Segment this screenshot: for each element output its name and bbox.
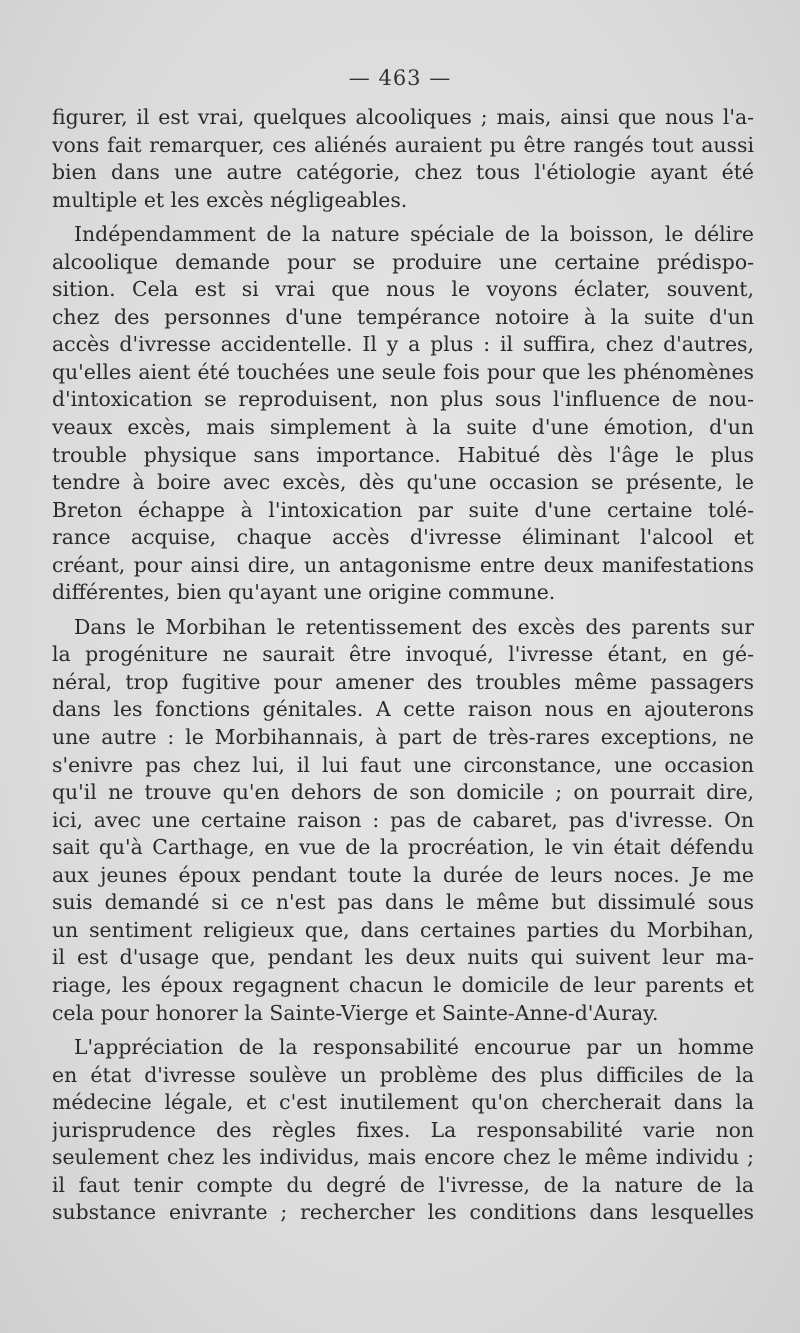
- text-line: substance enivrante ; rechercher les conditions dans lesquelles: [52, 1200, 754, 1225]
- text-line: s'enivre pas chez lui, il lui faut une circonstance, une occasion: [52, 752, 754, 777]
- text-line: en état d'ivresse soulève un problème des plus difficiles de la: [52, 1062, 754, 1087]
- text-line: Dans le Morbihan le retentissement des excès des parents sur: [74, 614, 754, 639]
- text-line: médecine légale, et c'est inutilement qu'on chercherait dans la: [52, 1090, 754, 1115]
- text-line: créant, pour ainsi dire, un antagonisme entre deux manifestations: [52, 552, 754, 577]
- text-line: cela pour honorer la Sainte-Vierge et Sainte-Anne-d'Auray.: [52, 1000, 659, 1025]
- text-line: qu'il ne trouve qu'en dehors de son domicile ; on pourrait dire,: [52, 780, 754, 805]
- text-line: accès d'ivresse accidentelle. Il y a plus : il suffira, chez d'autres,: [52, 332, 754, 357]
- paragraph: [52, 221, 754, 607]
- text-line: Indépendamment de la nature spéciale de la boisson, le délire: [74, 222, 754, 247]
- text-line: sition. Cela est si vrai que nous le voyons éclater, souvent,: [52, 277, 754, 302]
- body-text: [52, 104, 754, 1227]
- text-line: suis demandé si ce n'est pas dans le même but dissimulé sous: [52, 890, 754, 915]
- text-line: une autre : le Morbihannais, à part de très-rares exceptions, ne: [52, 725, 754, 750]
- paragraph-gap: [52, 1027, 754, 1034]
- paragraph-gap: [52, 607, 754, 614]
- text-line: ici, avec une certaine raison : pas de cabaret, pas d'ivresse. On: [52, 807, 754, 832]
- text-line: la progéniture ne saurait être invoqué, l'ivresse étant, en gé-: [52, 642, 754, 667]
- paragraph: [52, 1034, 754, 1227]
- text-line: qu'elles aient été touchées une seule fois pour que les phénomènes: [52, 359, 754, 384]
- text-line: tendre à boire avec excès, dès qu'une occasion se présente, le: [52, 470, 754, 495]
- text-line: aux jeunes époux pendant toute la durée de leurs noces. Je me: [52, 862, 754, 887]
- text-line: différentes, bien qu'ayant une origine commune.: [52, 580, 556, 605]
- text-line: d'intoxication se reproduisent, non plus sous l'influence de nou-: [52, 387, 754, 412]
- text-line: néral, trop fugitive pour amener des troubles même passagers: [52, 669, 754, 694]
- text-line: vons fait remarquer, ces aliénés auraient pu être rangés tout aussi: [52, 132, 754, 157]
- text-line: Breton échappe à l'intoxication par suite d'une certaine tolé-: [52, 497, 754, 522]
- text-line: bien dans une autre catégorie, chez tous l'étiologie ayant été: [52, 160, 754, 185]
- text-line: dans les fonctions génitales. A cette raison nous en ajouterons: [52, 697, 754, 722]
- paragraph-gap: [52, 214, 754, 221]
- text-line: seulement chez les individus, mais encore chez le même individu ;: [52, 1145, 754, 1170]
- paragraph: [52, 104, 754, 214]
- text-line: L'appréciation de la responsabilité encourue par un homme: [74, 1035, 754, 1060]
- text-line: multiple et les excès négligeables.: [52, 187, 408, 212]
- text-line: chez des personnes d'une tempérance notoire à la suite d'un: [52, 304, 754, 329]
- text-line: sait qu'à Carthage, en vue de la procréation, le vin était défendu: [52, 835, 754, 860]
- paragraph: [52, 614, 754, 1027]
- text-line: alcoolique demande pour se produire une certaine prédispo-: [52, 249, 754, 274]
- text-line: rance acquise, chaque accès d'ivresse éliminant l'alcool et: [52, 525, 754, 550]
- page-number: — 463 —: [348, 66, 452, 90]
- text-line: veaux excès, mais simplement à la suite d'une émotion, d'un: [52, 415, 754, 440]
- text-line: riage, les époux regagnent chacun le domicile de leur parents et: [52, 972, 754, 997]
- text-line: il est d'usage que, pendant les deux nuits qui suivent leur ma-: [52, 945, 754, 970]
- text-line: trouble physique sans importance. Habitué dès l'âge le plus: [52, 442, 754, 467]
- text-line: il faut tenir compte du degré de l'ivresse, de la nature de la: [52, 1172, 754, 1197]
- text-line: figurer, il est vrai, quelques alcooliques ; mais, ainsi que nous l'a-: [52, 105, 754, 129]
- text-line: un sentiment religieux que, dans certaines parties du Morbihan,: [52, 917, 754, 942]
- text-line: jurisprudence des règles fixes. La responsabilité varie non: [52, 1117, 754, 1142]
